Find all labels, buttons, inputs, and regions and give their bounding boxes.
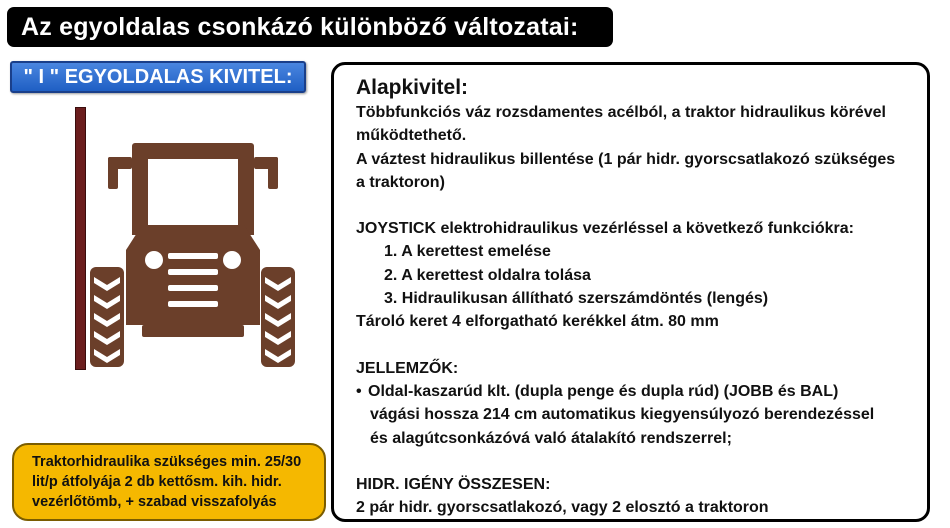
storage-line: Tároló keret 4 elforgatható kerékkel átm. 80 mm [356,313,719,331]
function-item: 3. Hidraulikusan állítható szerszámdöntés (lengés) [384,290,769,308]
feature-line: és alagútcsonkázóvá való átalakító rendszerrel; [370,429,732,447]
feature-bullet [356,380,913,403]
spec-line: működtethető. [356,127,467,145]
side-bar [75,107,86,370]
bullet-icon: • [356,382,362,400]
requirement-line: vezérlőtömb, + szabad visszafolyás [32,494,277,510]
spec-line: A váztest hidraulikus billentése (1 pár hidr. gyorscsatlakozó szükséges [356,150,896,168]
features-title: JELLEMZŐK: [356,359,459,377]
requirement-line: Traktorhidraulika szükséges min. 25/30 [32,454,302,470]
function-item: 1. A kerettest emelése [384,243,551,261]
joystick-intro: JOYSTICK elektrohidraulikus vezérléssel a következő funkciókra: [356,220,854,238]
page-title: Az egyoldalas csonkázó különböző változatai: [7,7,613,47]
specification-panel [331,62,930,522]
variant-label: " I " EGYOLDALAS KIVITEL: [10,61,306,93]
hydraulic-text: 2 pár hidr. gyorscsatlakozó, vagy 2 elosztó a traktoron [356,499,769,517]
hydraulic-requirement-box [12,443,326,521]
section-heading: Alapkivitel: [356,76,469,99]
tractor-icon [90,125,295,375]
feature-line: Oldal-kaszarúd klt. (dupla penge és dupla rúd) (JOBB és BAL) [368,382,839,400]
hydraulic-title: HIDR. IGÉNY ÖSSZESEN: [356,475,551,493]
function-item: 2. A kerettest oldalra tolása [384,266,591,284]
requirement-line: lit/p átfolyája 2 db kettősm. kih. hidr. [32,474,282,490]
spec-line: Többfunkciós váz rozsdamentes acélból, a traktor hidraulikus körével [356,104,886,121]
feature-line: vágási hossza 214 cm automatikus kiegyensúlyozó berendezéssel [370,406,875,424]
spec-line: a traktoron) [356,173,445,191]
